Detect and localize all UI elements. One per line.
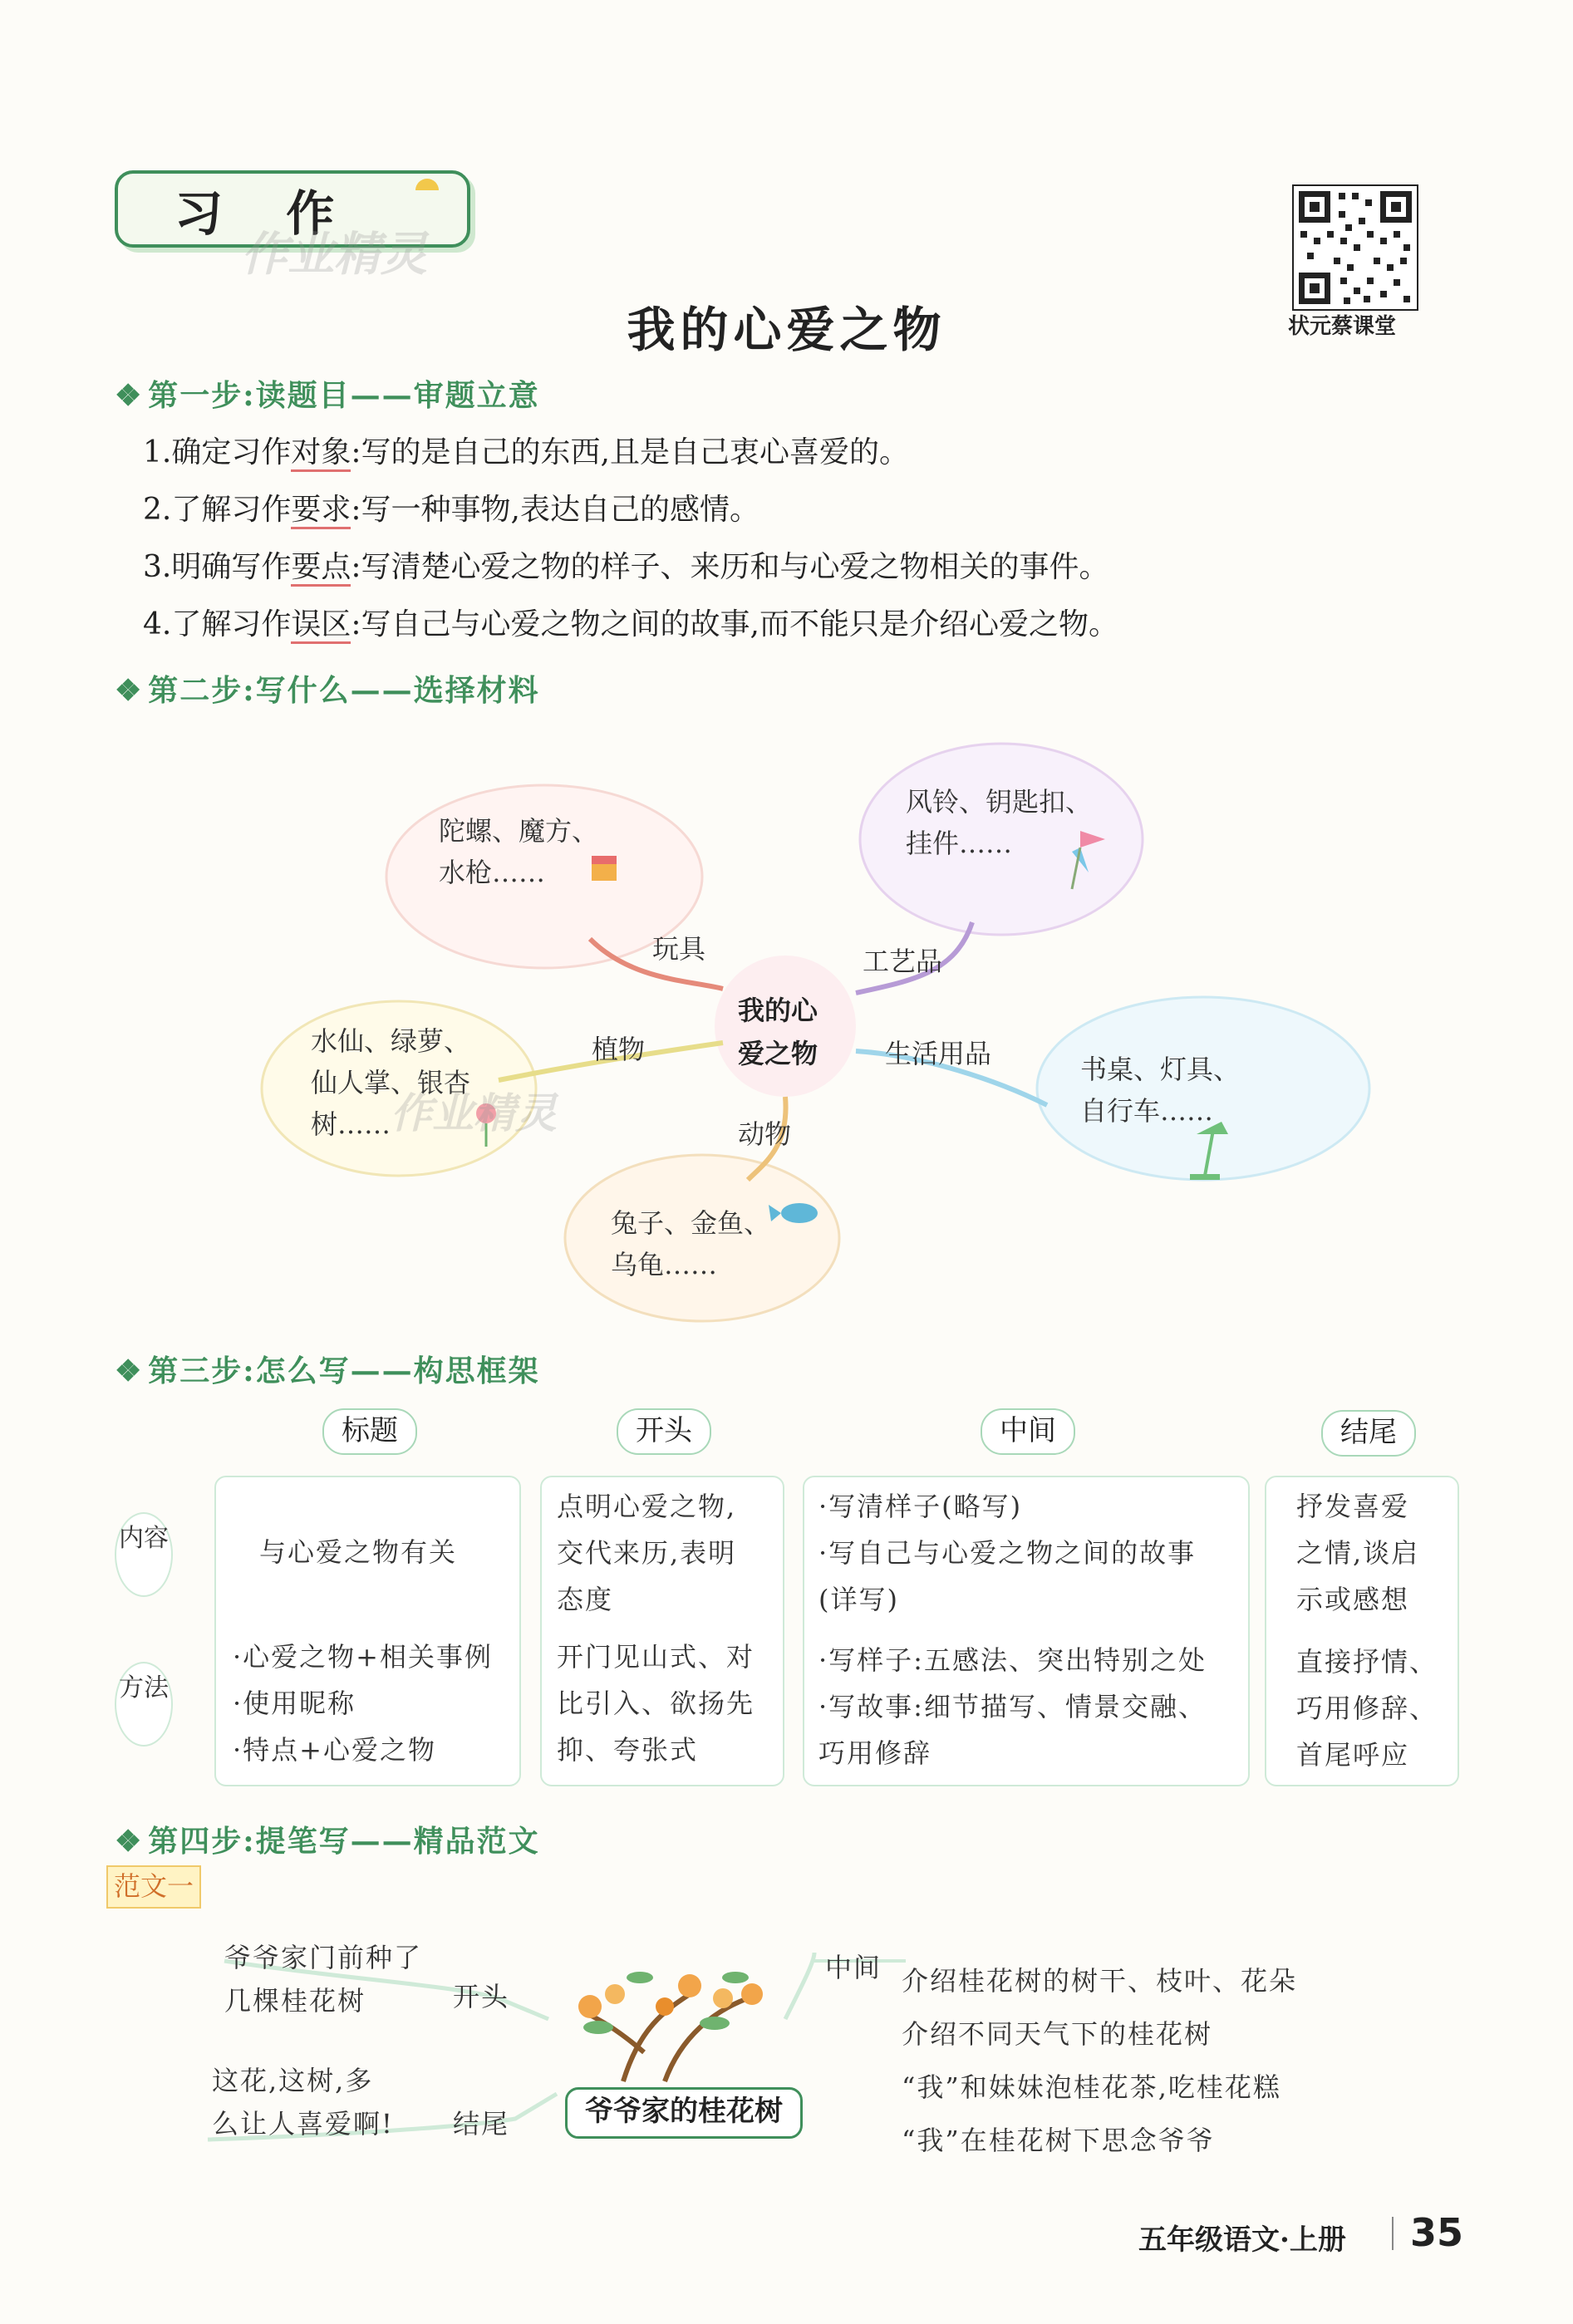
watermark: 作业精灵	[241, 228, 427, 282]
content-intro: 点明心爱之物, 交代来历,表明 态度	[557, 1491, 737, 1615]
diamond-icon: ❖	[115, 1354, 144, 1388]
step4-heading: ❖ 第四步:提笔写——精品范文	[115, 1824, 540, 1859]
step3-heading: ❖ 第三步:怎么写——构思框架	[115, 1354, 540, 1388]
essay-ending-label: 结尾	[453, 2108, 510, 2140]
row-label-method: 方法	[115, 1662, 173, 1747]
diamond-icon: ❖	[115, 1824, 144, 1859]
qr-label: 状元蔡课堂	[1288, 314, 1397, 339]
page-number: 35	[1410, 2210, 1464, 2255]
watermark: 作业精灵	[391, 1089, 557, 1137]
cloud-daily-text: 书桌、灯具、 自行车……	[1080, 1054, 1241, 1127]
col-header-intro: 开头	[617, 1408, 711, 1455]
row-label-content: 内容	[115, 1512, 173, 1597]
essay-opening-text: 爷爷家门前种了 几棵桂花树	[224, 1942, 423, 2017]
diamond-icon: ❖	[115, 378, 144, 413]
method-title: ·心爱之物+相关事例 ·使用昵称 ·特点+心爱之物	[233, 1641, 493, 1766]
essay-center-title: 爷爷家的桂花树	[565, 2087, 803, 2139]
essay-middle-label: 中间	[825, 1952, 882, 1983]
step1-heading: ❖ 第一步:读题目——审题立意	[115, 378, 540, 413]
step2-heading: ❖ 第二步:写什么——选择材料	[115, 673, 540, 708]
col-header-ending: 结尾	[1321, 1410, 1416, 1457]
list-item: 3.明确写作要点:写清楚心爱之物的样子、来历和与心爱之物相关的事件。	[143, 543, 1109, 586]
essay-middle-list: 介绍桂花树的树干、枝叶、花朵 介绍不同天气下的桂花树 “我”和妹妹泡桂花茶,吃桂花糕 “我”在桂花树下思念爷爷	[902, 1965, 1298, 2156]
branch-label-animal: 动物	[738, 1118, 792, 1150]
col-header-title: 标题	[322, 1408, 417, 1455]
mindmap-center: 我的心 爱之物	[738, 995, 818, 1069]
branch-label-craft: 工艺品	[863, 946, 943, 977]
cloud-toy-text: 陀螺、魔方、 水枪……	[439, 815, 599, 888]
content-title: 与心爱之物有关	[259, 1536, 458, 1568]
content-middle: ·写清样子(略写) ·写自己与心爱之物之间的故事 (详写)	[818, 1491, 1197, 1615]
method-middle: ·写样子:五感法、突出特别之处 ·写故事:细节描写、情景交融、 巧用修辞	[818, 1644, 1207, 1769]
content-ending: 抒发喜爱 之情,谈启 示或感想	[1296, 1491, 1420, 1615]
book-label: 五年级语文·上册	[1138, 2223, 1346, 2257]
cloud-craft-text: 风铃、钥匙扣、 挂件……	[906, 786, 1093, 859]
essay-ending-text: 这花,这树,多 么让人喜爱啊!	[212, 2065, 394, 2140]
osmanthus-tree-icon	[578, 1972, 763, 2081]
essay-opening-label: 开头	[453, 1981, 510, 2012]
method-ending: 直接抒情、 巧用修辞、 首尾呼应	[1296, 1646, 1438, 1771]
sample-essay-tag: 范文一	[106, 1865, 201, 1909]
branch-label-daily: 生活用品	[885, 1038, 992, 1069]
method-intro: 开门见山式、对 比引入、欲扬先 抑、夸张式	[557, 1641, 755, 1766]
list-item: 1.确定习作对象:写的是自己的东西,且是自己衷心喜爱的。	[143, 429, 909, 471]
col-header-middle: 中间	[981, 1408, 1075, 1455]
footer-divider	[1392, 2217, 1394, 2250]
cloud-plant-text: 水仙、绿萝、 仙人掌、银杏 树……	[311, 1025, 471, 1140]
branch-label-toy: 玩具	[652, 933, 706, 965]
list-item: 2.了解习作要求:写一种事物,表达自己的感情。	[143, 486, 759, 528]
cloud-animal-text: 兔子、金鱼、 乌龟……	[611, 1207, 771, 1280]
page-title: 我的心爱之物	[627, 302, 946, 358]
diamond-icon: ❖	[115, 673, 144, 708]
branch-label-plant: 植物	[592, 1034, 646, 1065]
list-item: 4.了解习作误区:写自己与心爱之物之间的故事,而不能只是介绍心爱之物。	[143, 601, 1118, 643]
section-badge-label: 习 作	[175, 185, 358, 242]
